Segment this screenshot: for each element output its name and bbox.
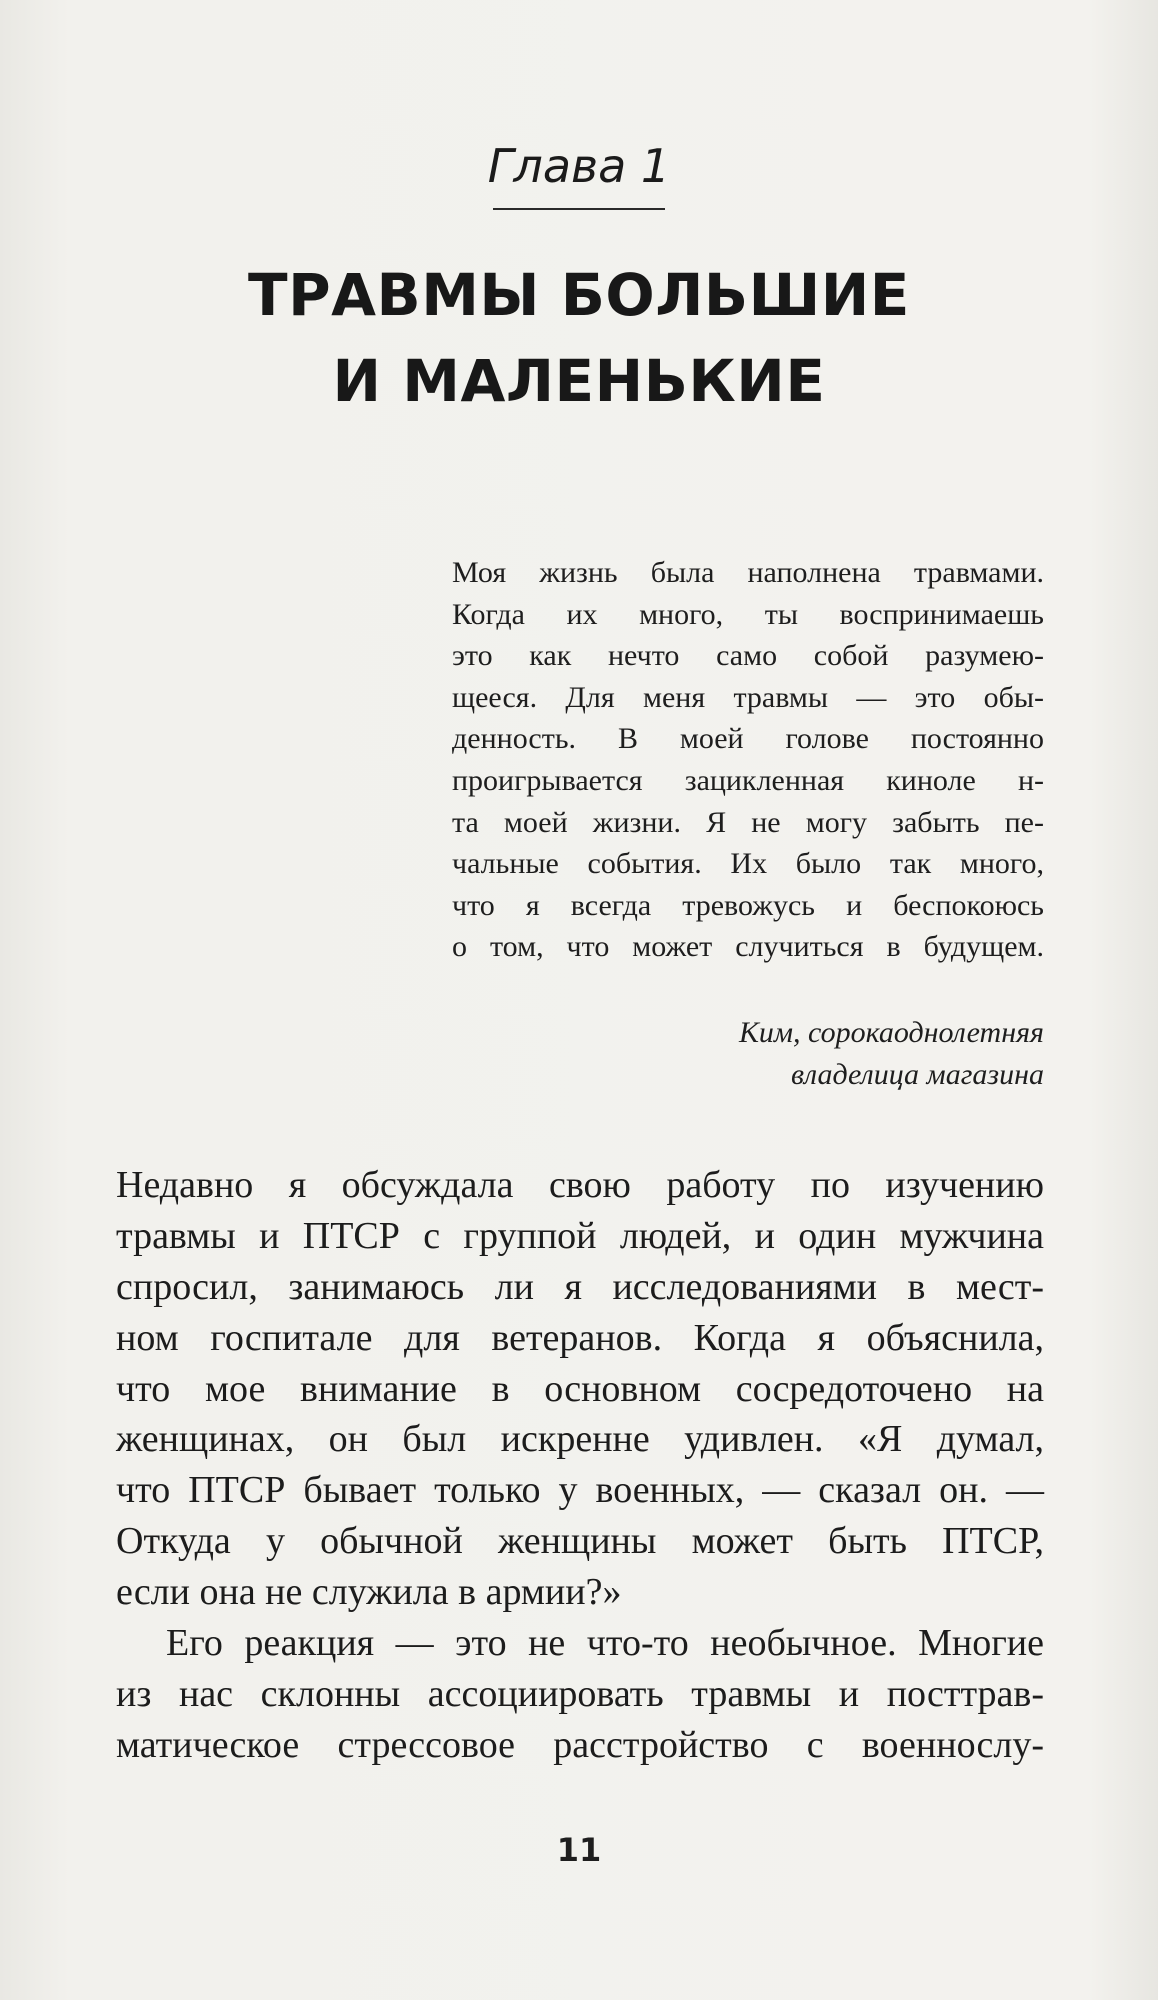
attribution-line: Ким, сорокаоднолетняя: [738, 1016, 1044, 1049]
body-line: матическое стрессовое расстройство с военнослу-: [116, 1723, 1044, 1766]
body-line: спросил, занимаюсь ли я исследованиями в мест-: [116, 1265, 1044, 1308]
body-line: из нас склонны ассоциировать травмы и посттрав-: [116, 1672, 1044, 1715]
epigraph-line: что я всегда тревожусь и беспокоюсь: [452, 888, 1044, 922]
chapter-title: [0, 252, 1158, 424]
epigraph-line: щееся. Для меня травмы — это обы-: [452, 680, 1044, 714]
body-line: что ПТСР бывает только у военных, — сказал он. —: [116, 1469, 1044, 1512]
body-text: [116, 1160, 1044, 1771]
body-line: ном госпитале для ветеранов. Когда я объяснила,: [116, 1316, 1044, 1359]
epigraph-attribution: [452, 1012, 1044, 1096]
chapter-title-line: И МАЛЕНЬКИЕ: [332, 347, 826, 415]
chapter-title-line: ТРАВМЫ БОЛЬШИЕ: [248, 261, 910, 329]
body-line: женщинах, он был искренне удивлен. «Я думал,: [116, 1418, 1044, 1461]
epigraph-line: денность. В моей голове постоянно: [452, 722, 1044, 756]
epigraph-line: Моя жизнь была наполнена травмами.: [452, 556, 1044, 589]
epigraph-quote: [452, 552, 1044, 968]
body-line: Недавно я обсуждала свою работу по изучению: [116, 1164, 1044, 1206]
body-line: что мое внимание в основном сосредоточено на: [116, 1367, 1044, 1410]
epigraph-line: чальные события. Их было так много,: [452, 847, 1044, 881]
body-line: Откуда у обычной женщины может быть ПТСР,: [116, 1520, 1044, 1563]
epigraph-line: та моей жизни. Я не могу забыть пе-: [452, 805, 1044, 839]
attribution-line: владелица магазина: [791, 1058, 1044, 1091]
body-line: если она не служила в армии?»: [116, 1571, 622, 1614]
body-line: травмы и ПТСР с группой людей, и один мужчина: [116, 1214, 1044, 1257]
epigraph-line: проигрывается зацикленная киноле н-: [452, 763, 1044, 797]
epigraph-line: о том, что может случиться в будущем.: [452, 930, 1044, 964]
body-line: Его реакция — это не что-то необычное. Многие: [166, 1622, 1044, 1665]
epigraph-line: Когда их много, ты воспринимаешь: [452, 597, 1044, 631]
page-number: 11: [556, 1831, 602, 1869]
chapter-label: Глава 1: [487, 139, 671, 193]
epigraph-line: это как нечто само собой разумею-: [452, 639, 1044, 673]
chapter-divider: [493, 208, 665, 210]
